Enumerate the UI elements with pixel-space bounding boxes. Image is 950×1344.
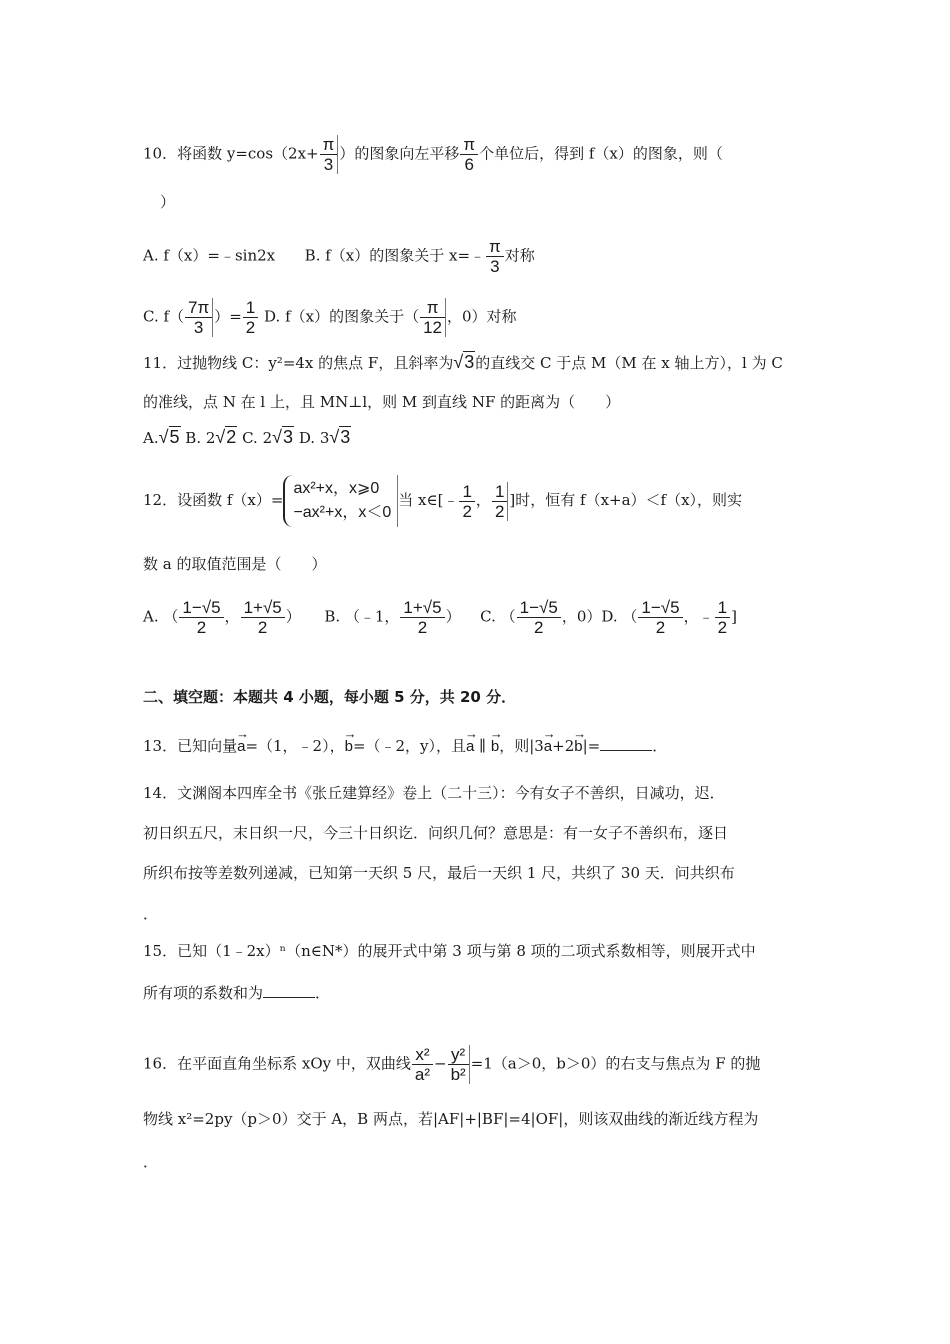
q12-line1 [143, 475, 742, 527]
q15-period: ． [315, 984, 331, 1002]
q12-text-b: 当 x∈[﹣ [398, 491, 459, 509]
q10-frac-pi-6: $\frac{\pi}{6}$ [460, 135, 478, 174]
q12-frac1: $\frac{1}{2}$ [459, 482, 474, 521]
q13-vector-b: → b [345, 733, 353, 757]
q10-optb-suffix: 对称 [504, 246, 535, 265]
q15-answer-blank[interactable] [263, 983, 315, 998]
q10-options-ab [143, 237, 535, 276]
q13-text-e: ，则|3 [499, 737, 544, 755]
q10-option-c: C. f（ [143, 307, 185, 326]
q10-line1 [143, 135, 723, 174]
q12-opta-close: ） [285, 607, 301, 626]
q16-frac-x2-a2: $\frac{\text{x²}}{\text{a²}}$ [412, 1045, 433, 1084]
q16-text-a: 16．在平面直角坐标系 xOy 中，双曲线 [143, 1054, 411, 1073]
q16-line1 [143, 1045, 760, 1084]
q14-line1: 14．文渊阁本四库全书《张丘建算经》卷上（二十三）：今有女子不善织，日减功，迟． [143, 784, 725, 802]
q12-frac2: $\frac{1}{2}$ [492, 482, 508, 521]
q10-option-d: D. f（x）的图象关于（ [264, 307, 420, 326]
q16-text-b: =1（a＞0，b＞0）的右支与焦点为 F 的抛 [470, 1054, 761, 1073]
q13-vector-a: → a [237, 733, 245, 757]
q13-text-a: 13．已知向量 [143, 737, 238, 755]
q12-option-a: A. （ [143, 607, 179, 626]
q12-text-d: ]时，恒有 f（x+a）＜f（x），则实 [509, 491, 743, 509]
q12-comma: ， [475, 491, 491, 509]
q13-text-f: +2 [552, 737, 575, 755]
q10-frac-pi-3: $\frac{\pi}{3}$ [320, 135, 339, 174]
q12-opta-comma: ， [224, 607, 240, 626]
q16-frac-y2-b2: $\frac{\text{y²}}{\text{b²}}$ [448, 1045, 470, 1084]
q10-optc-eq: ）= [214, 307, 242, 326]
q11-opta-sqrt: √5 [158, 427, 180, 447]
q13-text-g: |= [582, 737, 601, 755]
q13-vector-b2: → b [491, 733, 499, 757]
q13-vector-b3: → b [574, 733, 582, 757]
section-heading: 二、填空题：本题共 4 小题，每小题 5 分，共 20 分． [143, 688, 517, 706]
q14-line3: 所织布按等差数列递减，已知第一天织 5 尺，最后一天织 1 尺，共织了 30 天．问共织布 [143, 864, 735, 882]
q10-line2: ） [160, 193, 176, 211]
q11-option-c: C. 2 [242, 429, 273, 447]
q12-opta-frac2: $\frac{1+√5}{2}$ [241, 598, 285, 637]
q13-vector-a2: → a [466, 733, 474, 757]
q10-options-cd [143, 298, 517, 337]
q12-optc-frac: $\frac{1-√5}{2}$ [517, 598, 561, 637]
q12-optd-comma: ，﹣ [683, 607, 714, 626]
q10-text-c: 个单位后，得到 f（x）的图象，则（ [479, 144, 723, 163]
q13-vector-a3: → a [544, 733, 552, 757]
q10-optc-frac2: $\frac{1}{2}$ [243, 298, 258, 337]
q11-optc-sqrt: √3 [272, 427, 294, 447]
q12-text-a: 12．设函数 f（x）= [143, 491, 284, 509]
q13-line [143, 733, 667, 757]
q12-optc-close: ，0） [561, 607, 602, 626]
q11-sqrt3: √3 [453, 352, 475, 372]
q12-opta-frac1: $\frac{1-√5}{2}$ [179, 598, 223, 637]
q11-option-a: A. [143, 429, 159, 447]
q12-option-d: D. （ [601, 607, 638, 626]
q11-text-a: 11．过抛物线 C：y²=4x 的焦点 F，且斜率为 [143, 354, 454, 372]
q13-text-b: =（1，﹣2）， [245, 737, 345, 755]
q12-optd-frac1: $\frac{1-√5}{2}$ [638, 598, 682, 637]
q11-option-d: D. 3 [298, 429, 330, 447]
q12-option-c: C. （ [480, 607, 516, 626]
q12-optb-frac: $\frac{1+√5}{2}$ [400, 598, 444, 637]
q11-options [143, 427, 351, 448]
q16-line3: ． [143, 1153, 159, 1171]
q11-text-b: 的直线交 C 于点 M（M 在 x 轴上方），l 为 C [475, 354, 783, 372]
q10-text-b: ）的图象向左平移 [339, 144, 460, 163]
q12-optb-close: ） [445, 607, 461, 626]
q12-optd-close: ] [731, 607, 737, 626]
q11-line2: 的准线，点 N 在 l 上，且 MN⊥l，则 M 到直线 NF 的距离为（ ） [143, 393, 621, 411]
q15-line1: 15．已知（1﹣2x）ⁿ（n∈N*）的展开式中第 3 项与第 8 项的二项式系数相等，则展开式中 [143, 942, 756, 960]
q11-option-b: B. 2 [185, 429, 216, 447]
q11-optb-sqrt: √2 [215, 427, 237, 447]
q12-line2: 数 a 的取值范围是（ ） [143, 555, 327, 573]
q14-line4: ． [143, 905, 159, 923]
q10-optb-frac: $\frac{\pi}{3}$ [486, 237, 504, 276]
q10-option-a: A. f（x）=﹣sin2x [143, 246, 276, 265]
q11-line1 [143, 352, 783, 373]
q16-line2: 物线 x²=2py（p＞0）交于 A，B 两点，若|AF|+|BF|=4|OF|，则该双曲线的渐近线方程为 [143, 1110, 759, 1128]
q12-options [143, 598, 737, 637]
q13-parallel: ∥ [474, 737, 491, 755]
q11-optd-sqrt: √3 [329, 427, 351, 447]
q10-option-b: B. f（x）的图象关于 x=﹣ [304, 246, 486, 265]
q13-answer-blank[interactable] [600, 736, 652, 751]
q12-option-b: B. （﹣1， [324, 607, 400, 626]
q15-text-a: 所有项的系数和为 [143, 984, 264, 1002]
q12-optd-frac2: $\frac{1}{2}$ [715, 598, 730, 637]
q14-line2: 初日织五尺，末日织一尺，今三十日织讫．问织几何？意思是：有一女子不善织布，逐日 [143, 824, 729, 842]
q16-minus: − [433, 1054, 447, 1073]
q13-period: ． [652, 737, 668, 755]
q10-text-a: 10．将函数 y=cos（2x+ [143, 144, 319, 163]
q10-optd-frac: $\frac{\pi}{12}$ [420, 298, 446, 337]
q10-optd-suffix: ，0）对称 [447, 307, 517, 326]
q12-piecewise: ax²+x，x⩾0 −ax²+x，x＜0 [283, 475, 398, 527]
q10-optc-frac1: $\frac{7\pi}{3}$ [185, 298, 213, 337]
q15-line2 [143, 983, 330, 1003]
q13-text-c: =（﹣2，y），且 [352, 737, 467, 755]
